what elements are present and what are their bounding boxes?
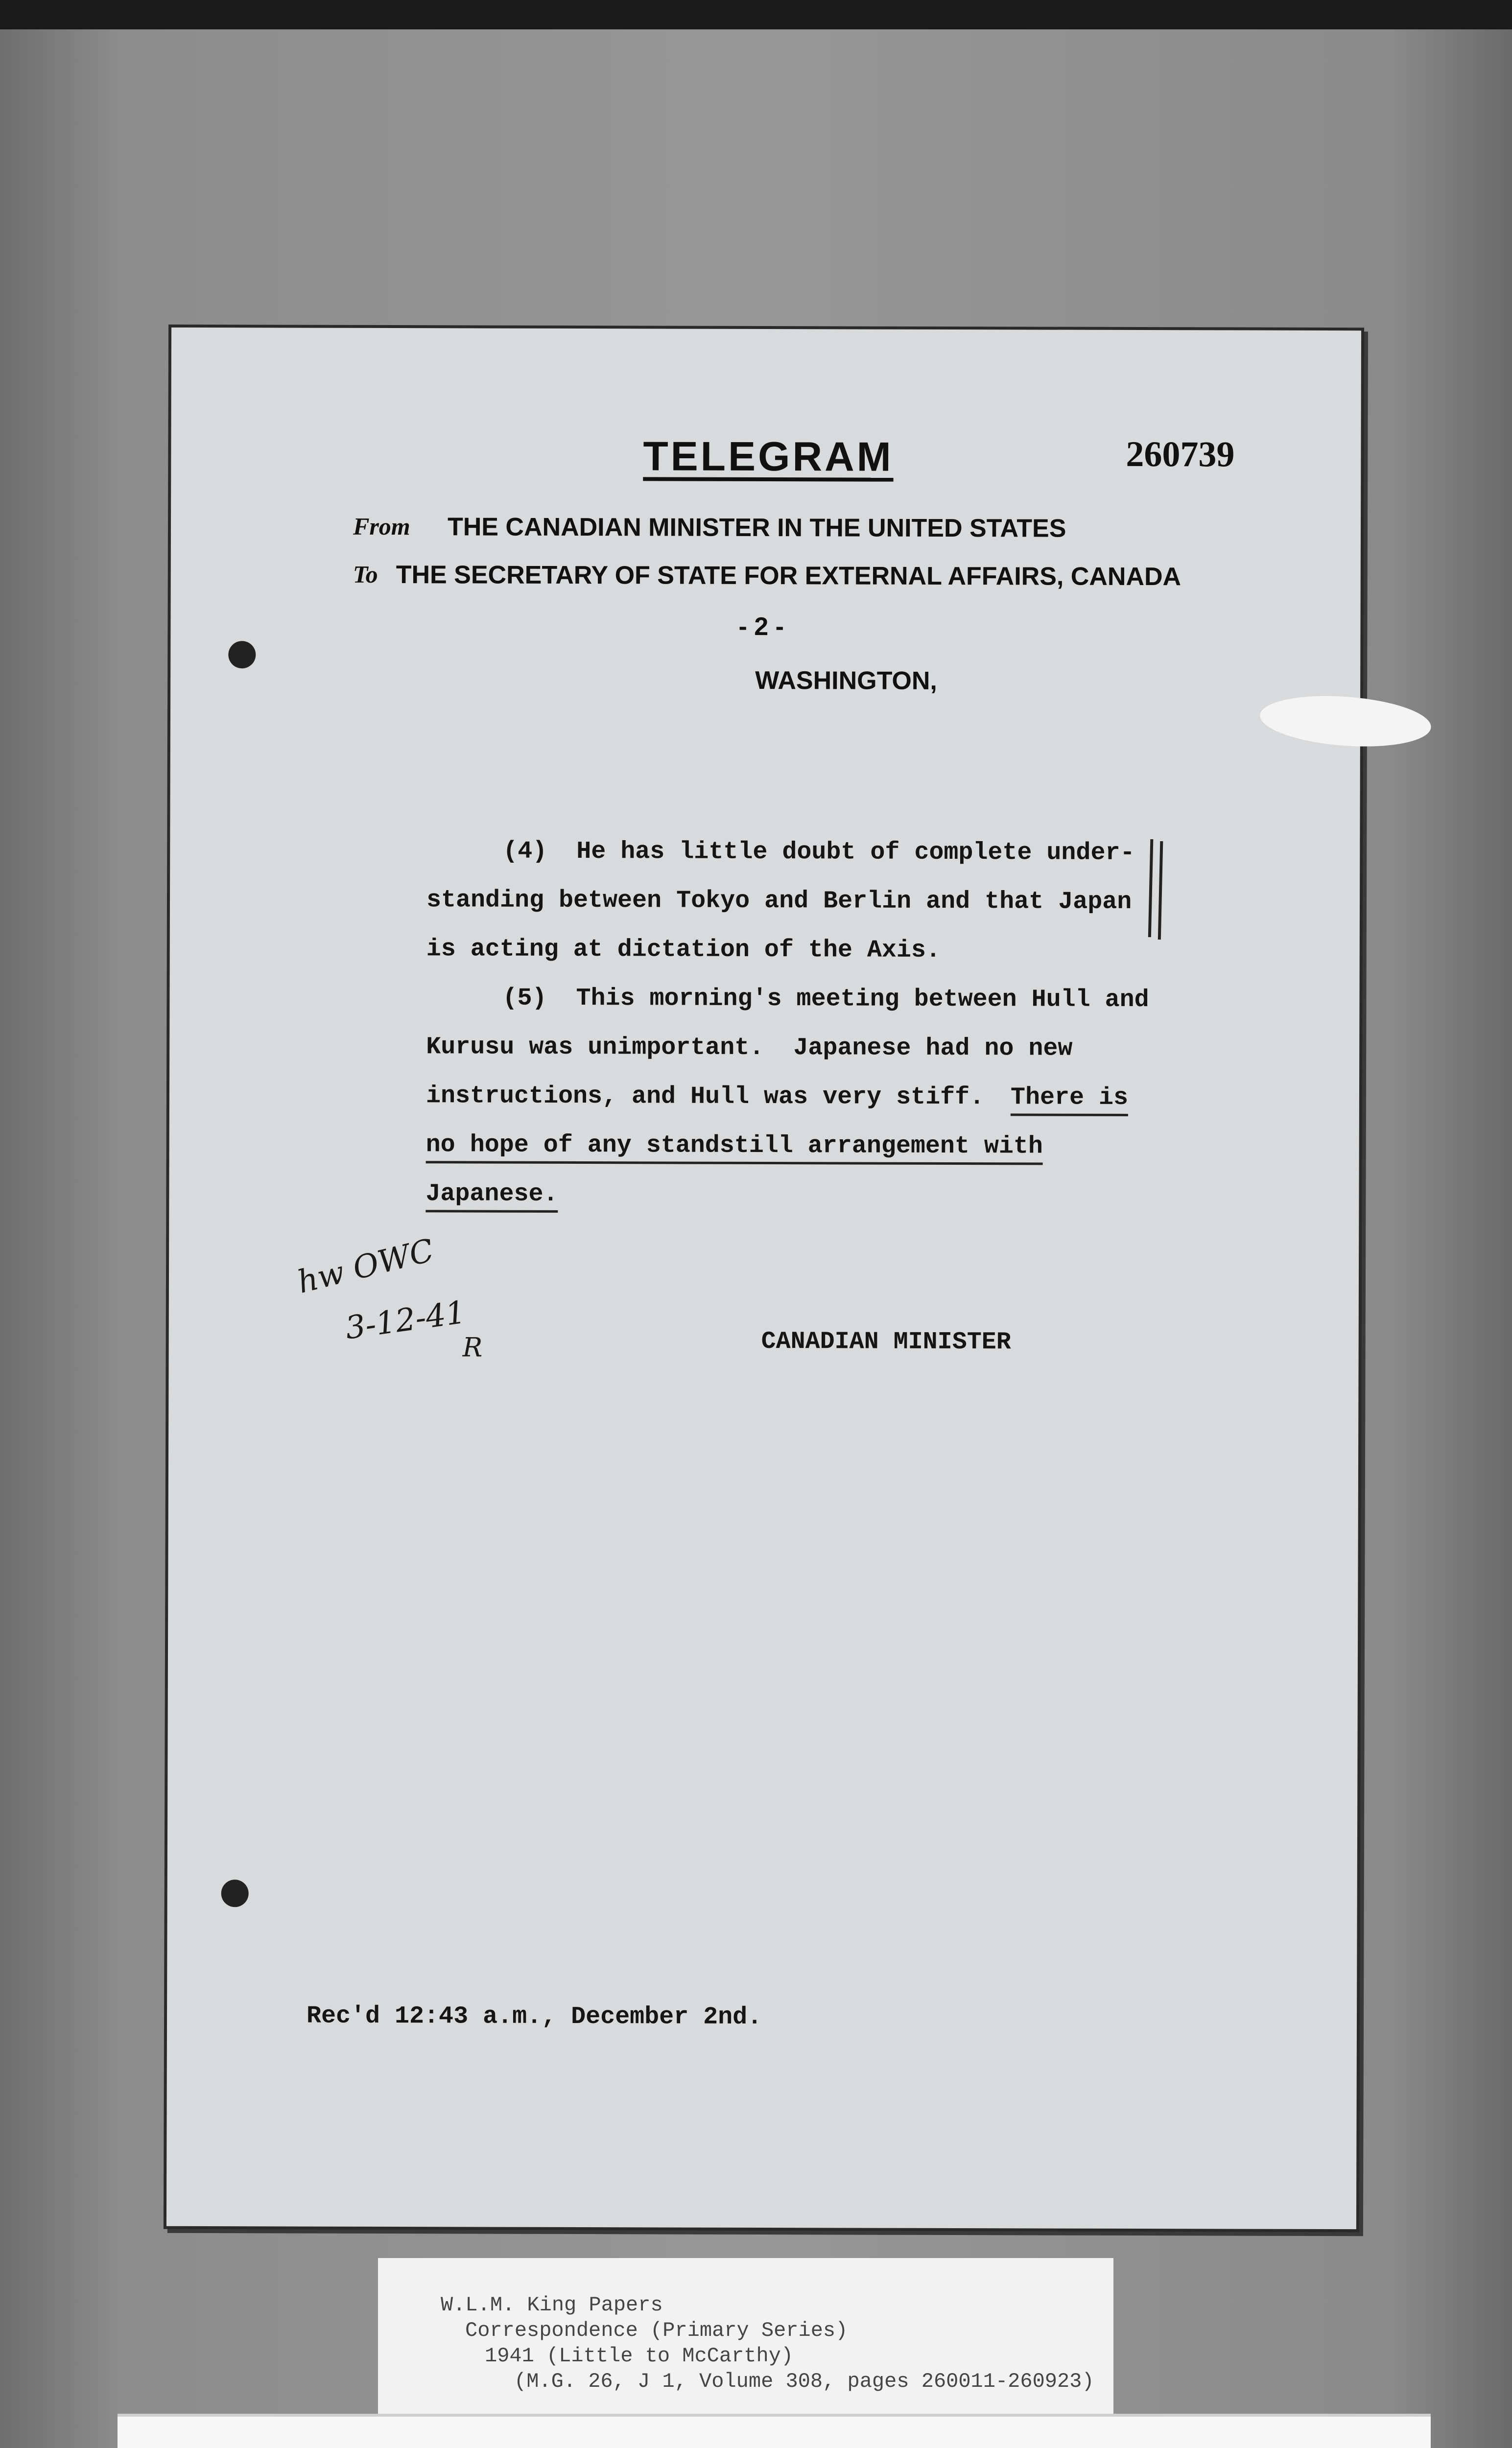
punch-hole-top — [228, 641, 256, 668]
body-line: (4) He has little doubt of complete under- — [503, 837, 1135, 867]
from-value: THE CANADIAN MINISTER IN THE UNITED STATES — [447, 513, 1066, 543]
body-line: instructions, and Hull was very stiff. — [425, 1082, 985, 1112]
to-value: THE SECRETARY OF STATE FOR EXTERNAL AFFAIRS, CANADA — [396, 561, 1181, 591]
telegram-page — [166, 328, 1361, 2229]
margin-marks-icon — [1147, 839, 1167, 942]
document-title: TELEGRAM — [643, 433, 894, 480]
page-marker: - 2 - — [738, 612, 784, 641]
underlined-text: no hope of any standstill arrangement with — [426, 1131, 1043, 1165]
handwritten-mark: R — [462, 1332, 483, 1363]
place-line: WASHINGTON, — [755, 666, 937, 695]
body-line: Kurusu was unimportant. Japanese had no new — [426, 1033, 1073, 1063]
handwritten-initials: hw OWC — [294, 1232, 438, 1301]
to-label: To — [353, 560, 378, 588]
body-line: standing between Tokyo and Berlin and that Japan — [426, 886, 1132, 916]
signature: CANADIAN MINISTER — [761, 1327, 1011, 1357]
document-number: 260739 — [1126, 434, 1235, 475]
underlined-text: Japanese. — [425, 1180, 558, 1213]
slip-line: 1941 (Little to McCarthy) — [485, 2344, 794, 2368]
archive-reference-slip — [378, 2258, 1113, 2420]
underlined-text: There is — [1011, 1083, 1128, 1116]
from-label: From — [353, 512, 410, 541]
body-line: (5) This morning's meeting between Hull and — [502, 984, 1149, 1014]
film-edge-top — [0, 0, 1512, 29]
slip-line: Correspondence (Primary Series) — [465, 2319, 848, 2342]
body-line: is acting at dictation of the Axis. — [426, 935, 941, 965]
punch-hole-bottom — [221, 1880, 249, 1907]
slip-line: (M.G. 26, J 1, Volume 308, pages 260011-260923) — [514, 2370, 1094, 2393]
received-line: Rec'd 12:43 a.m., December 2nd. — [306, 2002, 762, 2031]
slip-line: W.L.M. King Papers — [441, 2293, 663, 2317]
archive-banner — [118, 2414, 1431, 2448]
handwritten-date: 3-12-41 — [343, 1294, 468, 1347]
